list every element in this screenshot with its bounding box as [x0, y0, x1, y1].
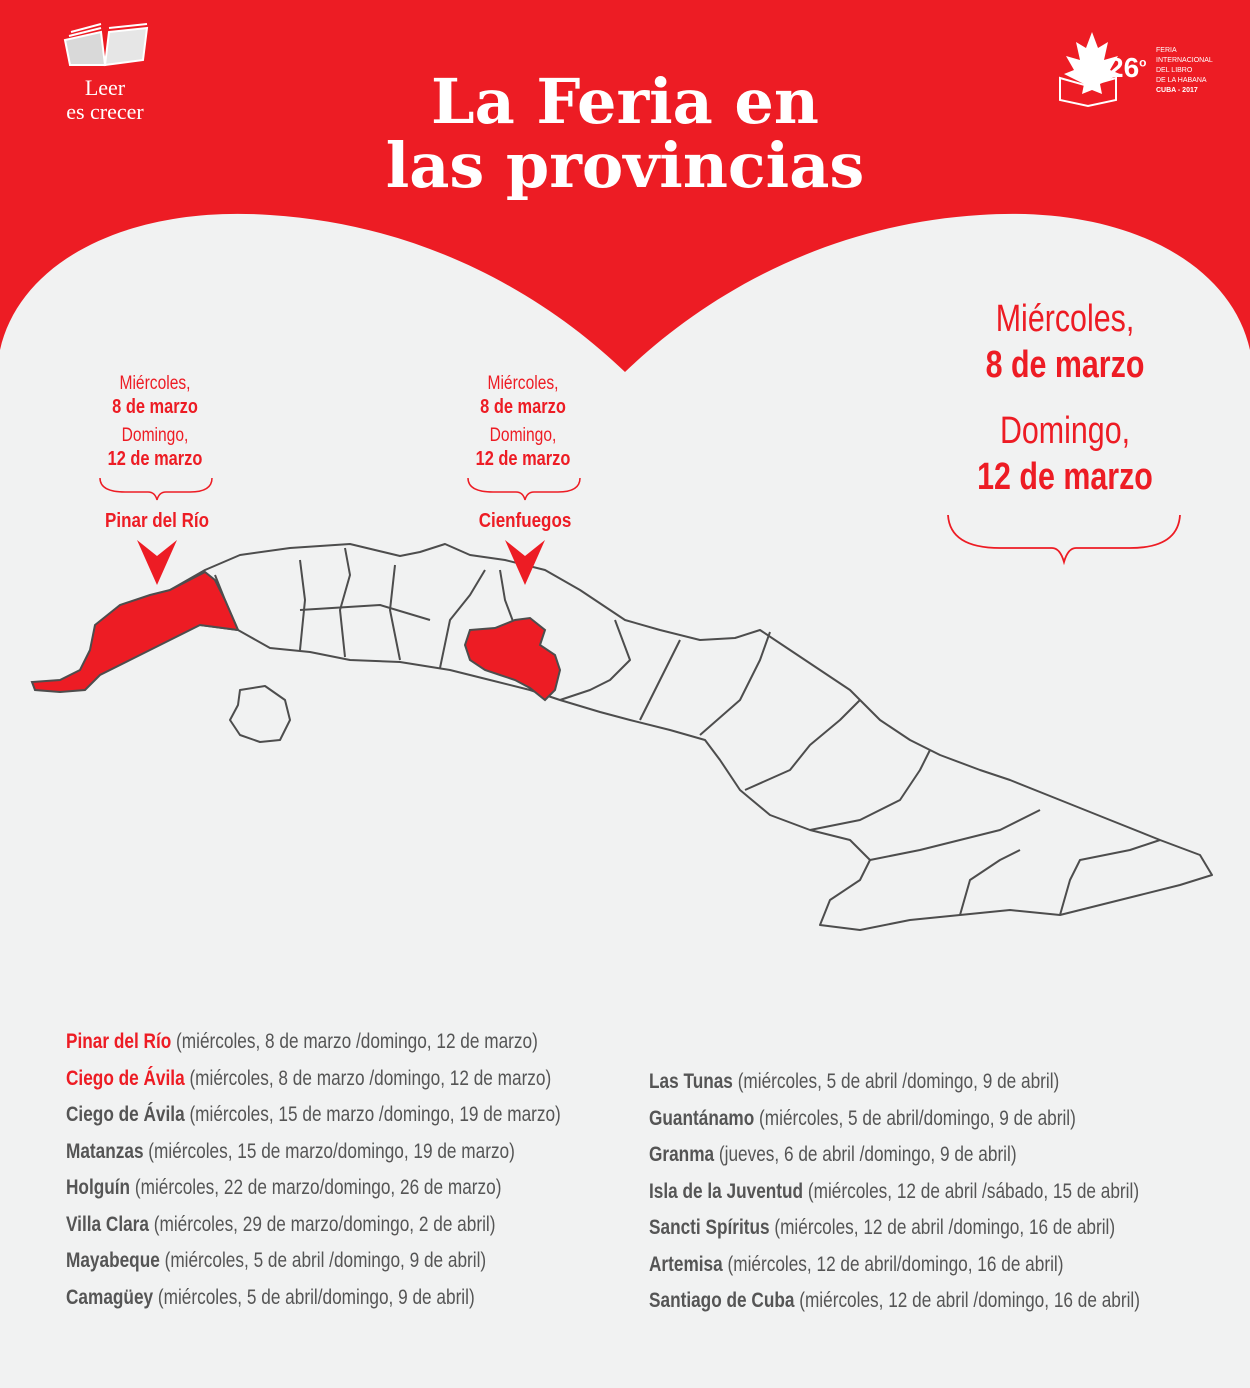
callout-day: Domingo,	[121, 425, 189, 446]
logo-text-line: CUBA - 2017	[1156, 87, 1198, 94]
title-line-2: las provincias	[385, 129, 865, 202]
list-item	[66, 1207, 561, 1244]
logo-text-line: INTERNACIONAL	[1156, 57, 1213, 64]
big-day: Miércoles,	[995, 298, 1135, 340]
province-name: Artemisa	[649, 1252, 723, 1276]
province-dates: (miércoles, 5 de abril /domingo, 9 de abril)	[737, 1070, 1060, 1093]
province-name: Las Tunas	[649, 1070, 733, 1093]
list-item	[66, 1024, 561, 1061]
province-name: Pinar del Río	[66, 1030, 172, 1053]
island-outline	[170, 544, 1212, 930]
logo-line-1: Leer	[84, 75, 126, 100]
schedule-left	[66, 1024, 561, 1316]
edition-number-sup: o	[1139, 55, 1147, 70]
callout-date: 8 de marzo	[112, 396, 198, 418]
list-item	[649, 1283, 1140, 1320]
big-date: 8 de marzo	[985, 344, 1145, 386]
list-item	[649, 1064, 1140, 1101]
province-dates: (miércoles, 8 de marzo /domingo, 12 de marzo)	[189, 1066, 552, 1090]
edition-number-value: 26	[1108, 52, 1140, 83]
cienfuegos-dates	[443, 373, 603, 471]
province-dates: (miércoles, 5 de abril/domingo, 9 de abril)	[759, 1106, 1076, 1130]
province-name: Camagüey	[66, 1285, 154, 1309]
province-name: Guantánamo	[649, 1106, 755, 1130]
province-name: Isla de la Juventud	[649, 1179, 804, 1203]
pinar-brace	[100, 478, 212, 500]
title-line-1: La Feria en	[431, 65, 819, 138]
list-item	[66, 1243, 561, 1280]
pinar-dates	[75, 373, 235, 471]
province-name: Holguín	[66, 1176, 131, 1199]
callout-date: 8 de marzo	[480, 396, 566, 418]
pinar-del-rio-province	[32, 572, 238, 692]
big-day: Domingo,	[999, 410, 1131, 452]
province-dates: (miércoles, 5 de abril /domingo, 9 de abril)	[164, 1249, 487, 1272]
callout-day: Miércoles,	[119, 373, 191, 394]
list-item	[66, 1280, 561, 1317]
province-name: Sancti Spíritus	[649, 1216, 770, 1239]
province-dates: (miércoles, 12 de abril /domingo, 16 de abril)	[799, 1289, 1140, 1312]
cienfuegos-province	[465, 618, 560, 700]
logo-line-2: es crecer	[66, 99, 144, 124]
cienfuegos-brace	[468, 478, 580, 500]
province-name: Ciego de Ávila	[66, 1066, 185, 1090]
callout-day: Domingo,	[489, 425, 557, 446]
province-name: Ciego de Ávila	[66, 1103, 185, 1126]
list-item	[66, 1097, 561, 1134]
schedule-right	[649, 1064, 1140, 1320]
list-item	[649, 1101, 1140, 1138]
province-dates: (jueves, 6 de abril /domingo, 9 de abril)	[718, 1143, 1017, 1166]
list-item	[66, 1170, 561, 1207]
province-dates: (miércoles, 5 de abril/domingo, 9 de abril)	[157, 1285, 475, 1309]
callout-day: Miércoles,	[487, 373, 559, 394]
province-dates: (miércoles, 15 de marzo/domingo, 19 de marzo)	[148, 1139, 515, 1163]
isla-juventud-outline	[230, 686, 290, 742]
cienfuegos-label: Cienfuegos	[478, 510, 572, 532]
province-dates: (miércoles, 12 de abril/domingo, 16 de abril)	[727, 1252, 1064, 1276]
logo-text-line: DE LA HABANA	[1156, 77, 1207, 84]
province-dates: (miércoles, 15 de marzo /domingo, 19 de marzo)	[189, 1103, 561, 1126]
list-item	[649, 1247, 1140, 1284]
list-item	[649, 1210, 1140, 1247]
big-dates	[940, 296, 1190, 500]
logo-text-line: FERIA	[1156, 47, 1177, 54]
big-brace	[948, 515, 1180, 562]
callout-date: 12 de marzo	[475, 448, 571, 470]
list-item	[66, 1061, 561, 1098]
province-name: Mayabeque	[66, 1249, 160, 1272]
list-item	[649, 1174, 1140, 1211]
province-name: Granma	[649, 1143, 715, 1166]
province-dates: (miércoles, 12 de abril /domingo, 16 de abril)	[774, 1216, 1116, 1239]
province-dates: (miércoles, 29 de marzo/domingo, 2 de abril)	[153, 1212, 496, 1236]
list-item	[649, 1137, 1140, 1174]
province-name: Matanzas	[66, 1139, 144, 1163]
pinar-label: Pinar del Río	[105, 510, 209, 532]
pinar-arrow-icon	[137, 540, 177, 585]
province-dates: (miércoles, 22 de marzo/domingo, 26 de marzo)	[134, 1176, 502, 1199]
big-date: 12 de marzo	[977, 456, 1153, 498]
list-item	[66, 1134, 561, 1171]
province-dates: (miércoles, 8 de marzo /domingo, 12 de marzo)	[176, 1030, 538, 1053]
province-name: Santiago de Cuba	[649, 1289, 795, 1312]
callout-date: 12 de marzo	[107, 448, 203, 470]
logo-text-line: DEL LIBRO	[1156, 67, 1193, 74]
province-dates: (miércoles, 12 de abril /sábado, 15 de abril)	[807, 1179, 1140, 1203]
province-name: Villa Clara	[66, 1212, 149, 1236]
